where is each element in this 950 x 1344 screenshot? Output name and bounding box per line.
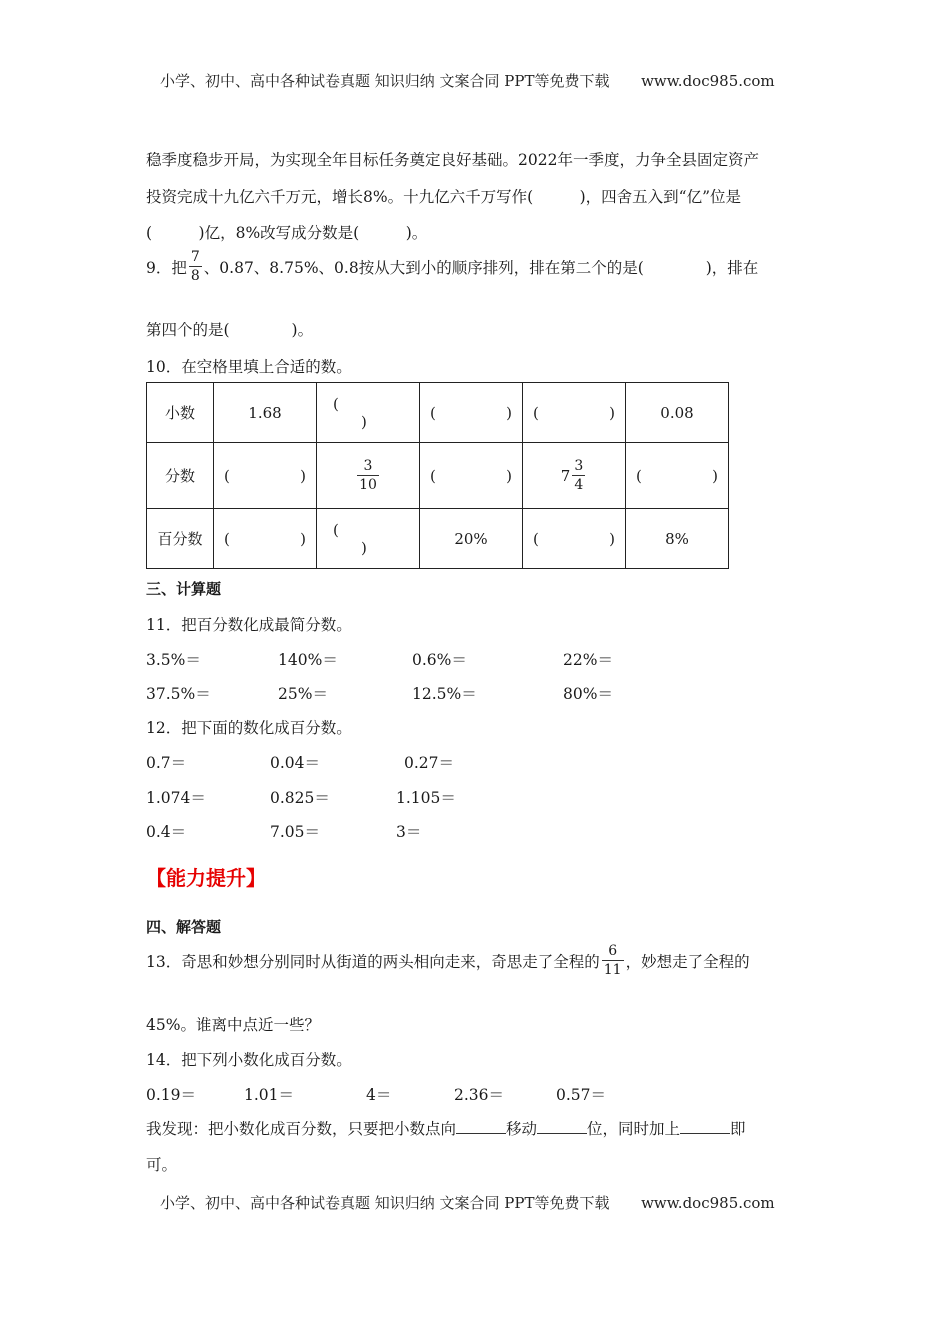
q8-line2: 投资完成十九亿六千万元，增长8%。十九亿六千万写作( )，四舍五入到“亿”位是 (146, 188, 742, 206)
cell-decimal-1: 1.68 (214, 383, 317, 443)
q13-suffix: ，妙想走了全程的 (625, 952, 750, 971)
q12-title: 12．把下面的数化成百分数。 (146, 719, 352, 737)
page-header (160, 70, 775, 91)
q11-item: 25%＝ (278, 685, 328, 703)
q8-line1: 稳季度稳步开局，为实现全年目标任务奠定良好基础。2022年一季度，力争全县固定资产 (146, 151, 759, 169)
q13-line2: 45%。谁离中点近一些？ (146, 1016, 320, 1034)
q11-item: 3.5%＝ (146, 651, 201, 669)
q9-line2: 第四个的是( )。 (146, 321, 314, 339)
q11-item: 80%＝ (563, 685, 613, 703)
cell-percent-5: 8% (626, 509, 729, 569)
cell-percent-4[interactable]: ( ) (523, 509, 626, 569)
page-footer (160, 1192, 775, 1213)
q9-line1 (146, 250, 758, 283)
q13-frac-num: 6 (608, 943, 618, 959)
cell-decimal-4[interactable]: ( ) (523, 383, 626, 443)
answer-blank-places[interactable] (537, 1121, 587, 1134)
cell-decimal-5: 0.08 (626, 383, 729, 443)
footer-text: 小学、初中、高中各种试卷真题 知识归纳 文案合同 PPT等免费下载 (160, 1194, 610, 1212)
q12-item: 1.105＝ (396, 789, 456, 807)
discover-text-3: 位，同时加上 (587, 1120, 681, 1138)
cell-percent-1[interactable]: ( ) (214, 509, 317, 569)
cell-fraction-4 (523, 443, 626, 509)
row-label-percent: 百分数 (147, 509, 214, 569)
footer-site[interactable]: www.doc985.com (641, 1194, 775, 1212)
cell-percent-2[interactable]: ( ) (317, 509, 420, 569)
q11-item: 22%＝ (563, 651, 613, 669)
discover-text-2: 移动 (506, 1120, 538, 1138)
row-label-decimal: 小数 (147, 383, 214, 443)
cell-fraction-1[interactable]: ( ) (214, 443, 317, 509)
q12-item: 1.074＝ (146, 789, 206, 807)
q9-rest: 、0.87、8.75%、0.8按从大到小的顺序排列，排在第二个的是( )，排在 (203, 258, 759, 277)
q14-title: 14．把下列小数化成百分数。 (146, 1051, 352, 1069)
table-row-percent (147, 509, 729, 569)
q10-title: 10．在空格里填上合适的数。 (146, 358, 352, 376)
q11-item: 0.6%＝ (412, 651, 467, 669)
q9-frac-den: 8 (190, 268, 200, 284)
section4-title: 四、解答题 (146, 918, 222, 936)
q11-item: 37.5%＝ (146, 685, 211, 703)
fraction-2-num: 3 (363, 458, 373, 474)
header-site[interactable]: www.doc985.com (641, 72, 775, 90)
q13-prefix: 13．奇思和妙想分别同时从街道的两头相向走来，奇思走了全程的 (146, 952, 600, 971)
q14-item: 0.57＝ (556, 1086, 607, 1104)
q14-item: 0.19＝ (146, 1086, 197, 1104)
q8-line3: ( )亿，8%改写成分数是( )。 (146, 224, 428, 242)
q9-prefix: 9．把 (146, 258, 187, 277)
cell-fraction-2 (317, 443, 420, 509)
q12-item: 3＝ (396, 823, 422, 841)
q11-item: 140%＝ (278, 651, 338, 669)
cell-decimal-2[interactable]: ( ) (317, 383, 420, 443)
cell-fraction-5[interactable]: ( ) (626, 443, 729, 509)
cell-percent-3: 20% (420, 509, 523, 569)
q9-fraction (189, 250, 202, 283)
cell-decimal-3[interactable]: ( ) (420, 383, 523, 443)
q11-title: 11．把百分数化成最简分数。 (146, 616, 352, 634)
q12-item: 0.825＝ (270, 789, 330, 807)
discover-text-1: 我发现：把小数化成百分数，只要把小数点向 (146, 1120, 457, 1138)
ability-title: 【能力提升】 (146, 866, 266, 890)
fraction-2-den: 10 (359, 477, 377, 493)
q12-item: 0.4＝ (146, 823, 187, 841)
q13-fraction (602, 944, 624, 977)
q13-line1 (146, 944, 750, 977)
header-text: 小学、初中、高中各种试卷真题 知识归纳 文案合同 PPT等免费下载 (160, 72, 610, 90)
fraction-4-den: 4 (574, 477, 584, 493)
discover-text-4: 即 (730, 1120, 746, 1138)
q12-item: 7.05＝ (270, 823, 321, 841)
q14-item: 1.01＝ (244, 1086, 295, 1104)
answer-blank-direction[interactable] (456, 1121, 506, 1134)
q14-item: 4＝ (366, 1086, 392, 1104)
q14-discover-line2: 可。 (146, 1156, 178, 1174)
q12-item: 0.04＝ (270, 754, 321, 772)
fraction-4-num: 3 (574, 458, 584, 474)
q9-frac-num: 7 (190, 249, 200, 265)
answer-blank-symbol[interactable] (680, 1121, 730, 1134)
row-label-fraction: 分数 (147, 443, 214, 509)
q14-discover (146, 1117, 746, 1139)
q10-table (146, 382, 729, 569)
table-row-decimal (147, 383, 729, 443)
q12-item: 0.7＝ (146, 754, 187, 772)
q12-item: 0.27＝ (404, 754, 455, 772)
q11-item: 12.5%＝ (412, 685, 477, 703)
cell-fraction-3[interactable]: ( ) (420, 443, 523, 509)
section3-title: 三、计算题 (146, 580, 222, 598)
table-row-fraction (147, 443, 729, 509)
q13-frac-den: 11 (603, 962, 622, 978)
fraction-4-whole: 7 (560, 466, 571, 485)
q14-item: 2.36＝ (454, 1086, 505, 1104)
